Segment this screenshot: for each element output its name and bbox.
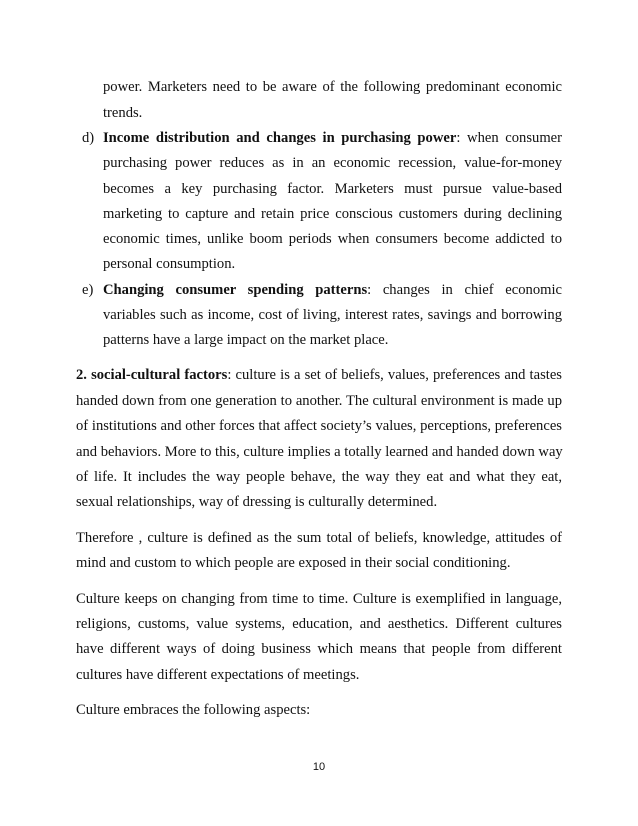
list-item-d-line: Income distribution and changes in purchasing power: when consumer (103, 130, 563, 146)
culture-changing-paragraph-line: Culture keeps on changing from time to time. Culture is exemplified in language, (76, 591, 562, 607)
social-cultural-paragraph-line: of institutions and other forces that affect society’s values, perceptions, preferences (76, 418, 562, 434)
social-cultural-heading: 2. social-cultural factors (76, 367, 228, 383)
page-number: 10 (312, 761, 326, 773)
social-cultural-paragraph-line: of life. It includes the way people behave, the way they eat and what they eat, (76, 469, 562, 485)
list-item-e-line: patterns have a large impact on the market place. (103, 332, 389, 348)
social-cultural-paragraph-line: handed down from one generation to another. The cultural environment is made up (76, 393, 562, 409)
list-item-d-line: economic times, unlike boom periods when consumers become addicted to (103, 231, 562, 247)
list-item-d-line: purchasing power reduces as in an economic recession, value-for-money (103, 155, 562, 171)
social-cultural-paragraph-line: and behaviors. More to this, culture implies a totally learned and handed down way (76, 444, 563, 460)
culture-changing-paragraph-line: have different ways of doing business which means that people from different (76, 641, 562, 657)
list-item-e-line: variables such as income, cost of living, interest rates, savings and borrowing (103, 307, 562, 323)
social-cultural-paragraph-line: sexual relationships, way of dressing is culturally determined. (76, 494, 438, 510)
list-item-d-title: Income distribution and changes in purchasing power (103, 130, 457, 146)
list-item-e-title: Changing consumer spending patterns (103, 282, 368, 298)
list-item-d-line: personal consumption. (103, 256, 236, 272)
list-item-e-line: Changing consumer spending patterns: changes in chief economic (103, 282, 562, 298)
social-cultural-paragraph-line: 2. social-cultural factors: culture is a set of beliefs, values, preferences and tastes (76, 367, 562, 383)
list-item-d-line: becomes a key purchasing factor. Marketers must pursue value-based (103, 181, 562, 197)
list-continuation-line: power. Marketers need to be aware of the following predominant economic (103, 79, 562, 95)
culture-changing-paragraph-line: religions, customs, value systems, education, and aesthetics. Different cultures (76, 616, 562, 632)
culture-changing-paragraph-line: cultures have different expectations of meetings. (76, 667, 360, 683)
list-marker-d: d) (82, 130, 95, 146)
therefore-paragraph-line: mind and custom to which people are exposed in their social conditioning. (76, 555, 511, 571)
list-marker-e: e) (82, 282, 94, 298)
culture-aspects-intro: Culture embraces the following aspects: (76, 702, 311, 718)
list-continuation-line: trends. (103, 105, 143, 121)
list-item-d-line: marketing to capture and retain price conscious customers during declining (103, 206, 562, 222)
therefore-paragraph-line: Therefore , culture is defined as the sum total of beliefs, knowledge, attitudes of (76, 530, 562, 546)
